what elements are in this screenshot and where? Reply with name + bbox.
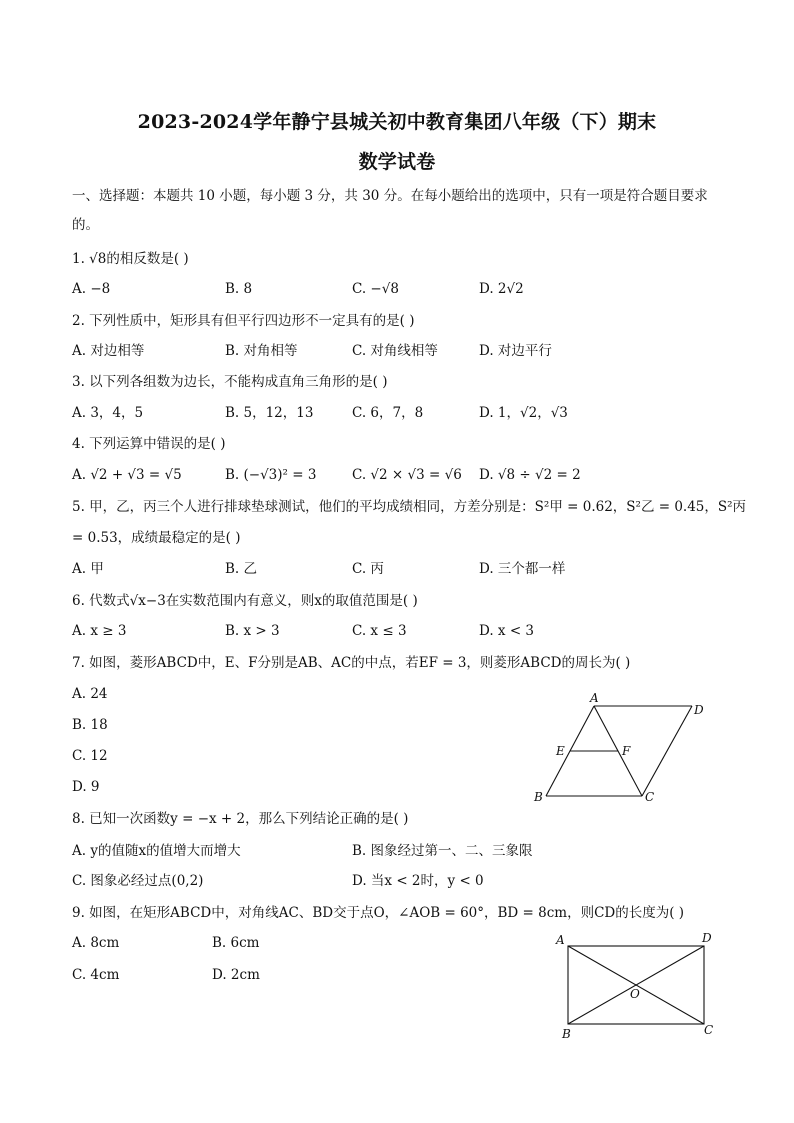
- label-a: A: [590, 691, 599, 705]
- question-8-option-a: A. y的值随x的值增大而增大: [72, 843, 241, 859]
- rectangle-figure: [550, 928, 730, 1046]
- question-4-option-b: B. (−√3)² = 3: [225, 467, 317, 483]
- question-6-stem: 6. 代数式√x−3在实数范围内有意义，则x的取值范围是( ): [72, 593, 418, 609]
- question-6-option-b: B. x > 3: [225, 623, 280, 639]
- question-6-option-d: D. x < 3: [479, 623, 535, 639]
- label-b: B: [562, 1027, 571, 1041]
- label-c: C: [704, 1023, 714, 1037]
- label-c: C: [645, 790, 655, 804]
- question-4-stem: 4. 下列运算中错误的是( ): [72, 436, 226, 452]
- section-heading: 一、选择题：本题共 10 小题，每小题 3 分，共 30 分。在每小题给出的选项中，只有一项是符合题目要求: [72, 188, 708, 204]
- question-8-option-d: D. 当x < 2时，y < 0: [352, 873, 484, 889]
- question-5-stem-cont: = 0.53，成绩最稳定的是( ): [72, 530, 241, 546]
- question-7-option-b: B. 18: [72, 717, 108, 733]
- question-5-option-b: B. 乙: [225, 561, 258, 577]
- question-5-option-a: A. 甲: [72, 561, 104, 577]
- question-1-option-c: C. −√8: [352, 281, 399, 297]
- label-d: D: [702, 931, 712, 945]
- edge-cd: [642, 706, 692, 796]
- question-8-stem: 8. 已知一次函数y = −x + 2，那么下列结论正确的是( ): [72, 811, 409, 827]
- question-4-option-a: A. √2 + √3 = √5: [72, 467, 182, 483]
- question-1-option-b: B. 8: [225, 281, 253, 297]
- question-3-stem: 3. 以下列各组数为边长，不能构成直角三角形的是( ): [72, 374, 388, 390]
- question-3-option-b: B. 5，12，13: [225, 405, 314, 421]
- question-6-option-a: A. x ≥ 3: [72, 623, 127, 639]
- question-7-option-d: D. 9: [72, 779, 100, 795]
- question-9-option-a: A. 8cm: [72, 935, 120, 951]
- label-d: D: [694, 703, 704, 717]
- question-6-option-c: C. x ≤ 3: [352, 623, 407, 639]
- page-subtitle: 数学试卷: [358, 151, 436, 173]
- question-1-option-a: A. −8: [72, 281, 111, 297]
- question-1-option-d: D. 2√2: [479, 281, 524, 297]
- question-2-option-a: A. 对边相等: [72, 343, 145, 359]
- question-2-option-c: C. 对角线相等: [352, 343, 438, 359]
- question-2-option-b: B. 对角相等: [225, 343, 298, 359]
- question-5-option-d: D. 三个都一样: [479, 561, 566, 577]
- question-9-option-c: C. 4cm: [72, 967, 120, 983]
- question-9-stem: 9. 如图，在矩形ABCD中，对角线AC、BD交于点O，∠AOB = 60°，BD = 8cm，则CD的长度为( ): [72, 905, 685, 921]
- rhombus-figure: [528, 690, 718, 810]
- question-4-option-d: D. √8 ÷ √2 = 2: [479, 467, 581, 483]
- question-8-option-b: B. 图象经过第一、二、三象限: [352, 843, 533, 859]
- question-5-stem: 5. 甲，乙，丙三个人进行排球垫球测试，他们的平均成绩相同，方差分别是：S²甲 = 0.62，S²乙 = 0.45，S²丙: [72, 499, 747, 515]
- label-e: E: [556, 744, 565, 758]
- question-2-stem: 2. 下列性质中，矩形具有但平行四边形不一定具有的是( ): [72, 313, 415, 329]
- label-f: F: [622, 744, 631, 758]
- question-7-option-a: A. 24: [72, 686, 108, 702]
- label-o: O: [630, 987, 640, 1001]
- question-3-option-d: D. 1，√2，√3: [479, 405, 568, 421]
- question-7-stem: 7. 如图，菱形ABCD中，E、F分别是AB、AC的中点，若EF = 3，则菱形ABCD的周长为( ): [72, 655, 631, 671]
- question-3-option-a: A. 3，4，5: [72, 405, 144, 421]
- question-5-option-c: C. 丙: [352, 561, 384, 577]
- question-8-option-c: C. 图象必经过点(0,2): [72, 873, 204, 889]
- question-4-option-c: C. √2 × √3 = √6: [352, 467, 462, 483]
- question-1-stem: 1. √8的相反数是( ): [72, 251, 189, 267]
- label-b: B: [534, 790, 543, 804]
- page-title: 2023-2024学年静宁县城关初中教育集团八年级（下）期末: [137, 111, 657, 133]
- question-2-option-d: D. 对边平行: [479, 343, 552, 359]
- label-a: A: [556, 933, 565, 947]
- question-9-option-d: D. 2cm: [212, 967, 260, 983]
- question-3-option-c: C. 6，7，8: [352, 405, 424, 421]
- question-7-option-c: C. 12: [72, 748, 108, 764]
- section-heading-cont: 的。: [72, 217, 99, 233]
- question-9-option-b: B. 6cm: [212, 935, 260, 951]
